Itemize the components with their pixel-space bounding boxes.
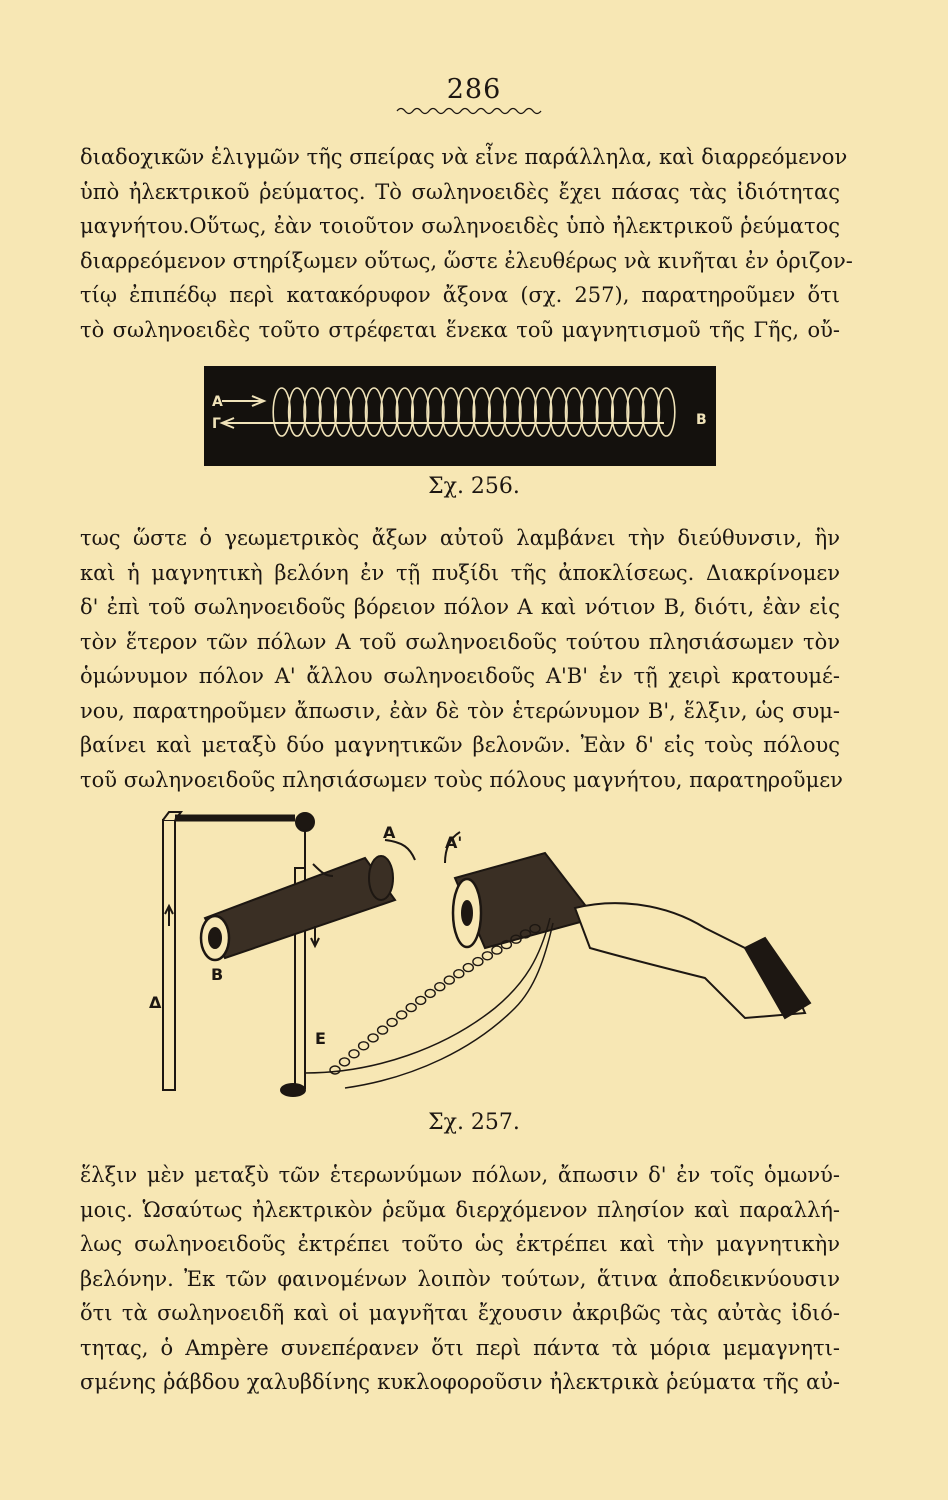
wire-loop [378, 1026, 388, 1034]
wire-loop [416, 996, 426, 1004]
stand-rod [163, 820, 175, 1090]
label-b-prime: Β' [629, 921, 644, 937]
wire-loop [454, 970, 464, 978]
wire-loop [349, 1050, 359, 1058]
text-line: μαγνήτου.Οὕτως, ἐὰν τοιοῦτον σωληνοειδὲς ὑπὸ ἠλεκτρικοῦ ῥεύματος [80, 214, 840, 238]
text-line: τοῦ σωληνοειδοῦς πλησιάσωμεν τοὺς πόλους μαγνήτου, παρατηροῦμεν [80, 767, 843, 792]
wire-loop [340, 1058, 350, 1066]
label-g: Γ [212, 416, 221, 432]
text-line: διαρρεόμενον στηρίξωμεν οὕτως, ὥστε ἐλευθέρως νὰ κινῆται ἐν ὁριζον- [80, 248, 853, 273]
label-a-prime: Α' [445, 833, 463, 852]
label-delta: Δ [149, 993, 162, 1012]
text-line: νου, παρατηροῦμεν ἄπωσιν, ἐὰν δὲ τὸν ἑτερώνυμον Β', ἕλξιν, ὡς συμ- [80, 698, 840, 723]
text-line: τὸ σωληνοειδὲς τοῦτο στρέφεται ἕνεκα τοῦ μαγνητισμοῦ τῆς Γῆς, οὔ- [80, 317, 840, 342]
wire-loop [435, 983, 445, 991]
helical-wire [345, 923, 553, 1088]
figure-257-caption: Σχ. 257. [428, 1110, 520, 1135]
wire-loop [387, 1018, 397, 1026]
wire-loop [406, 1004, 416, 1012]
text-line: δ' ἐπὶ τοῦ σωληνοειδοῦς βόρειον πόλον Α καὶ νότιον Β, διότι, ἐὰν εἰς [80, 595, 840, 619]
text-line: τίῳ ἐπιπέδῳ περὶ κατακόρυφον ἄξονα (σχ. 257), παρατηροῦμεν ὅτι [80, 283, 840, 307]
arrow-icon [385, 840, 415, 860]
text-line: τὸν ἕτερον τῶν πόλων Α τοῦ σωληνοειδοῦς τούτου πλησιάσωμεν τὸν [80, 629, 840, 654]
wire-loop [492, 946, 502, 954]
text-line: ἕλξιν μὲν μεταξὺ τῶν ἑτερωνύμων πόλων, ἄπωσιν δ' ἐν τοῖς ὁμωνύ- [80, 1163, 840, 1187]
label-a: Α [212, 394, 223, 410]
ornament-rule [395, 104, 545, 118]
text-line: τητας, ὁ Ampère συνεπέρανεν ὅτι περὶ πάντα τὰ μόρια μεμαγνητι- [80, 1335, 840, 1360]
upright-base [281, 1084, 305, 1096]
page-number: 286 [446, 74, 502, 105]
text-line: ὑπὸ ἠλεκτρικοῦ ῥεύματος. Τὸ σωληνοειδὲς ἔχει πάσας τὰς ἰδιότητας [80, 179, 840, 204]
figure-256-caption: Σχ. 256. [428, 474, 520, 499]
wire-loop [473, 958, 483, 966]
wire-loop [425, 989, 435, 997]
wire-loop [463, 964, 473, 972]
solenoid-right [453, 853, 595, 948]
text-line: τως ὥστε ὁ γεωμετρικὸς ἄξων αὐτοῦ λαμβάνει τὴν διεύθυνσιν, ἣν [80, 526, 840, 550]
figure-256-solenoid [204, 366, 716, 466]
label-a: Α [383, 823, 396, 842]
label-e: Ε [315, 1029, 326, 1048]
paragraph-1 [80, 140, 853, 347]
wire-loops [330, 925, 540, 1074]
text-line: βελόνην. Ἐκ τῶν φαινομένων λοιπὸν τούτων, ἅτινα ἀποδεικνύουσιν [80, 1266, 840, 1291]
text-line: διαδοχικῶν ἑλιγμῶν τῆς σπείρας νὰ εἶνε παράλληλα, καὶ διαρρεόμενον [80, 145, 848, 169]
paragraph-3 [80, 1158, 840, 1400]
figure-257-apparatus [145, 808, 825, 1098]
wire-loop [397, 1011, 407, 1019]
wire-loop [444, 976, 454, 984]
text-line: ὁμώνυμον πόλον Α' ἄλλου σωληνοειδοῦς Α'Β' ἐν τῇ χειρὶ κρατουμέ- [80, 664, 840, 688]
label-b: Β [211, 965, 224, 984]
text-line: μοις. Ὡσαύτως ἠλεκτρικὸν ῥεῦμα διερχόμενον πλησίον καὶ παραλλή- [80, 1197, 840, 1222]
wire-loop [330, 1066, 340, 1074]
pivot-cup [296, 813, 314, 831]
text-line: λως σωληνοειδοῦς ἐκτρέπει τοῦτο ὡς ἐκτρέπει καὶ τὴν μαγνητικὴν [80, 1232, 840, 1256]
paragraph-2 [80, 521, 843, 797]
wire-loop [368, 1034, 378, 1042]
text-line: βαίνει καὶ μεταξὺ δύο μαγνητικῶν βελονῶν. Ἐὰν δ' εἰς τοὺς πόλους [80, 733, 840, 757]
text-line: ὅτι τὰ σωληνοειδῆ καὶ οἱ μαγνῆται ἔχουσιν ἀκριβῶς τὰς αὐτὰς ἰδιό- [80, 1301, 840, 1325]
wire-loop [482, 952, 492, 960]
text-line: σμένης ῥάβδου χαλυβδίνης κυκλοφοροῦσιν ἠλεκτρικὰ ῥεύματα τῆς αὐ- [80, 1370, 840, 1394]
label-b: Β [696, 412, 707, 428]
text-line: καὶ ἡ μαγνητικὴ βελόνη ἐν τῇ πυξίδι τῆς ἀποκλίσεως. Διακρίνομεν [80, 560, 840, 585]
wire-loop [359, 1042, 369, 1050]
